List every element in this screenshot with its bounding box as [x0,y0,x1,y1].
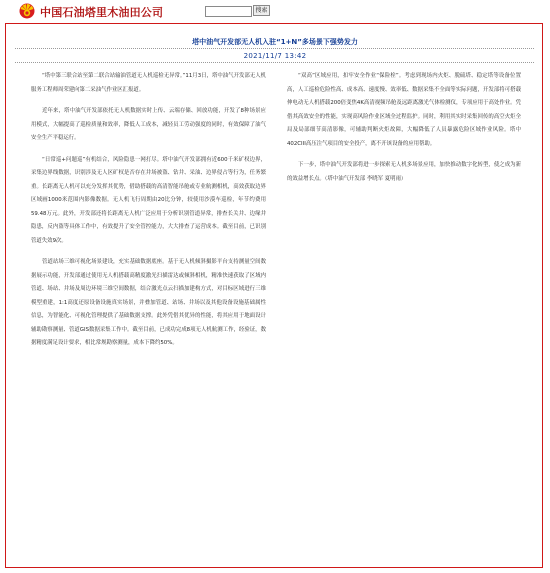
article-paragraph: 近年来，塔中油气开发部依托无人机数据实时上传、云端存储、回放功能，开发了8种场景应用模式，大幅提高了巡检质量和效率，降低人工成本，减轻员工劳动强度的同时，有效保障了油气安全生产平稳运行。 [31,108,266,141]
search-input[interactable] [205,6,252,17]
search-button[interactable]: 搜索 [253,5,270,16]
article-paragraph: “日常巡+问题巡”有机结合，风险隐患一网打尽。塔中油气开发部拥有近600千米矿权边界，采集边界线数据，识别涉及无人区矿权是否存在井场被盗、钻井、采油、边界侵占等行为，任务繁重。长距离无人机可以充分发挥其优势，借助搭载的高清智能吊舱或专业航测相机，高效获取边界区域画1000米范围内影像数据。无人机飞行周期由20比分钟，较使用沙漠车巡检，年节约费用59.48万元。此外，开发部还将长距离无人机广泛应用于分析识别管道异常，排查长关井、边缘井隐患，反内盗等具体工作中，有效提升了安全管控能力，大大排查了运营成本。截至目前，已识别管道失效9次。 [31,156,266,244]
article-paragraph: “双高”区域应用，扣牢安全作业“保险栓”。考虑到现场内火炬、脱硫塔、稳定塔等设备位置高，人工巡检危险性高、成本高、速度慢、效率低、数据采集不全面等实际问题，开发部将可搭载伸电动无人机搭载200倍变焦4K高清视频吊舱及远距离激光气体检测仪，专项应用于高处作业。凭借其高效安全的性能，实现高风险作业区域全过程监护。同时，利用其实时采集回传的高空火炬全局及局部细节高清影像，可辅助判断火炬故障，大幅降低了人员暴露危险区域作业风险。塔中402CIII高压注气项目的安全投产，离不开该设备的应用帮助。 [287,73,521,147]
title-divider [15,48,534,49]
article-paragraph: 管道站场三维可视化场景建设，充实基础数据底座。基于无人机倾斜摄影平台支持测量空间数据展示功能，开发部通过使用无人机搭载高精度激光扫描雷达或倾斜相机，精准快速获取了区域内管道、场站、井场及周边环境三维空间数据，结合激光点云扫描加建构方式，对目标区域进行三维模型重建，1:1高度还原设备设施真实场景，并叠加管道、站场、井场以及其他设备设施基础属性信息，为智能化、可视化管理提供了基础数据支撑。此外凭借其优异的性能，将其应用于地面设计辅助勘察测量、管道GIS数据采集工作中。截至目前，已成功完成8项无人机航测工作，经验证，数据精度满足设计要求，相比常规勘察测量，成本下降约50%。 [31,259,266,346]
article-paragraph: 下一步，塔中油气开发部将进一步探索无人机多场景应用，加快推动数字化转型，使之成为新的效益增长点。（塔中油气开发部 李晓军 夏明雨） [287,162,521,182]
site-header [0,0,550,22]
date-divider [15,62,534,63]
article-body-right-column [287,70,521,194]
site-name[interactable]: 中国石油塔里木油田公司 [40,6,164,19]
article-body-left-column [31,70,266,359]
article-paragraph: “塔中第三联合站至第二联合站输油管道无人机巡检无异常。”11月3日，塔中油气开发部无人机服务工程师周荣建向第二采油气作业区汇报道。 [31,73,266,93]
article-date: 2021/11/7 13:42 [243,52,307,60]
petrochina-logo-icon[interactable] [19,3,35,19]
article-title: 塔中油气开发部无人机入驻“1+N”多场景下强势发力 [192,38,358,46]
